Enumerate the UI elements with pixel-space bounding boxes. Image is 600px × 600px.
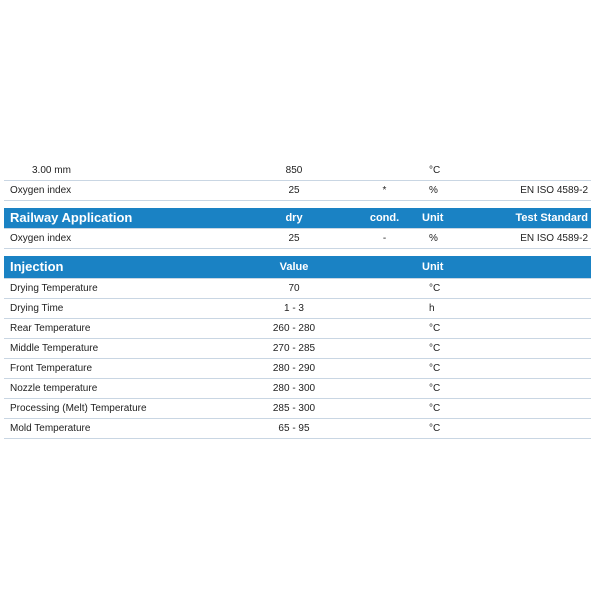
column-header-dry: dry [285,212,303,224]
table-row [4,359,591,379]
section-title: Railway Application [10,210,133,225]
row-label: Processing (Melt) Temperature [10,403,147,414]
row-unit: °C [429,423,441,434]
table-row [4,399,591,419]
column-header-value: Value [279,261,309,273]
row-label: Oxygen index [10,185,72,196]
row-unit: °C [429,283,441,294]
row-unit: °C [429,323,441,334]
row-value: 280 - 300 [272,383,316,394]
row-value: 270 - 285 [272,343,316,354]
row-value: 260 - 280 [272,323,316,334]
row-label: Middle Temperature [10,343,99,354]
row-label: Nozzle temperature [10,383,98,394]
section-header-injection [4,256,591,279]
row-unit: °C [429,363,441,374]
table-row [4,299,591,319]
row-label: Rear Temperature [10,323,91,334]
table-row [4,319,591,339]
row-label: Drying Temperature [10,283,98,294]
row-unit: °C [429,383,441,394]
row-value: 65 - 95 [278,423,310,434]
row-unit: °C [429,343,441,354]
row-value: 70 [288,283,300,294]
table-row [4,181,591,201]
row-value: 25 [288,185,300,196]
row-standard: EN ISO 4589-2 [520,185,588,196]
row-cond: * [382,185,387,196]
row-label: Drying Time [10,303,64,314]
row-unit: °C [429,165,441,176]
column-header-unit: Unit [422,261,444,273]
column-header-standard: Test Standard [515,212,588,224]
row-label: Front Temperature [10,363,93,374]
row-unit: h [429,303,435,314]
row-unit: % [429,233,438,244]
section-title: Injection [10,259,64,274]
row-unit: °C [429,403,441,414]
table-row [4,161,591,181]
table-row [4,379,591,399]
row-unit: % [429,185,438,196]
row-label: Mold Temperature [10,423,91,434]
table-row [4,229,591,249]
row-value: 280 - 290 [272,363,316,374]
table-row [4,419,591,439]
row-value: 1 - 3 [283,303,304,314]
row-value: 25 [288,233,300,244]
row-label: 3.00 mm [32,165,71,176]
row-value: 285 - 300 [272,403,316,414]
datasheet [4,161,591,439]
column-header-cond: cond. [369,212,400,224]
row-value: 850 [285,165,303,176]
section-header-railway [4,208,591,229]
row-label: Oxygen index [10,233,72,244]
table-row [4,279,591,299]
row-standard: EN ISO 4589-2 [520,233,588,244]
column-header-unit: Unit [422,212,444,224]
row-cond: - [382,233,387,244]
table-row [4,339,591,359]
